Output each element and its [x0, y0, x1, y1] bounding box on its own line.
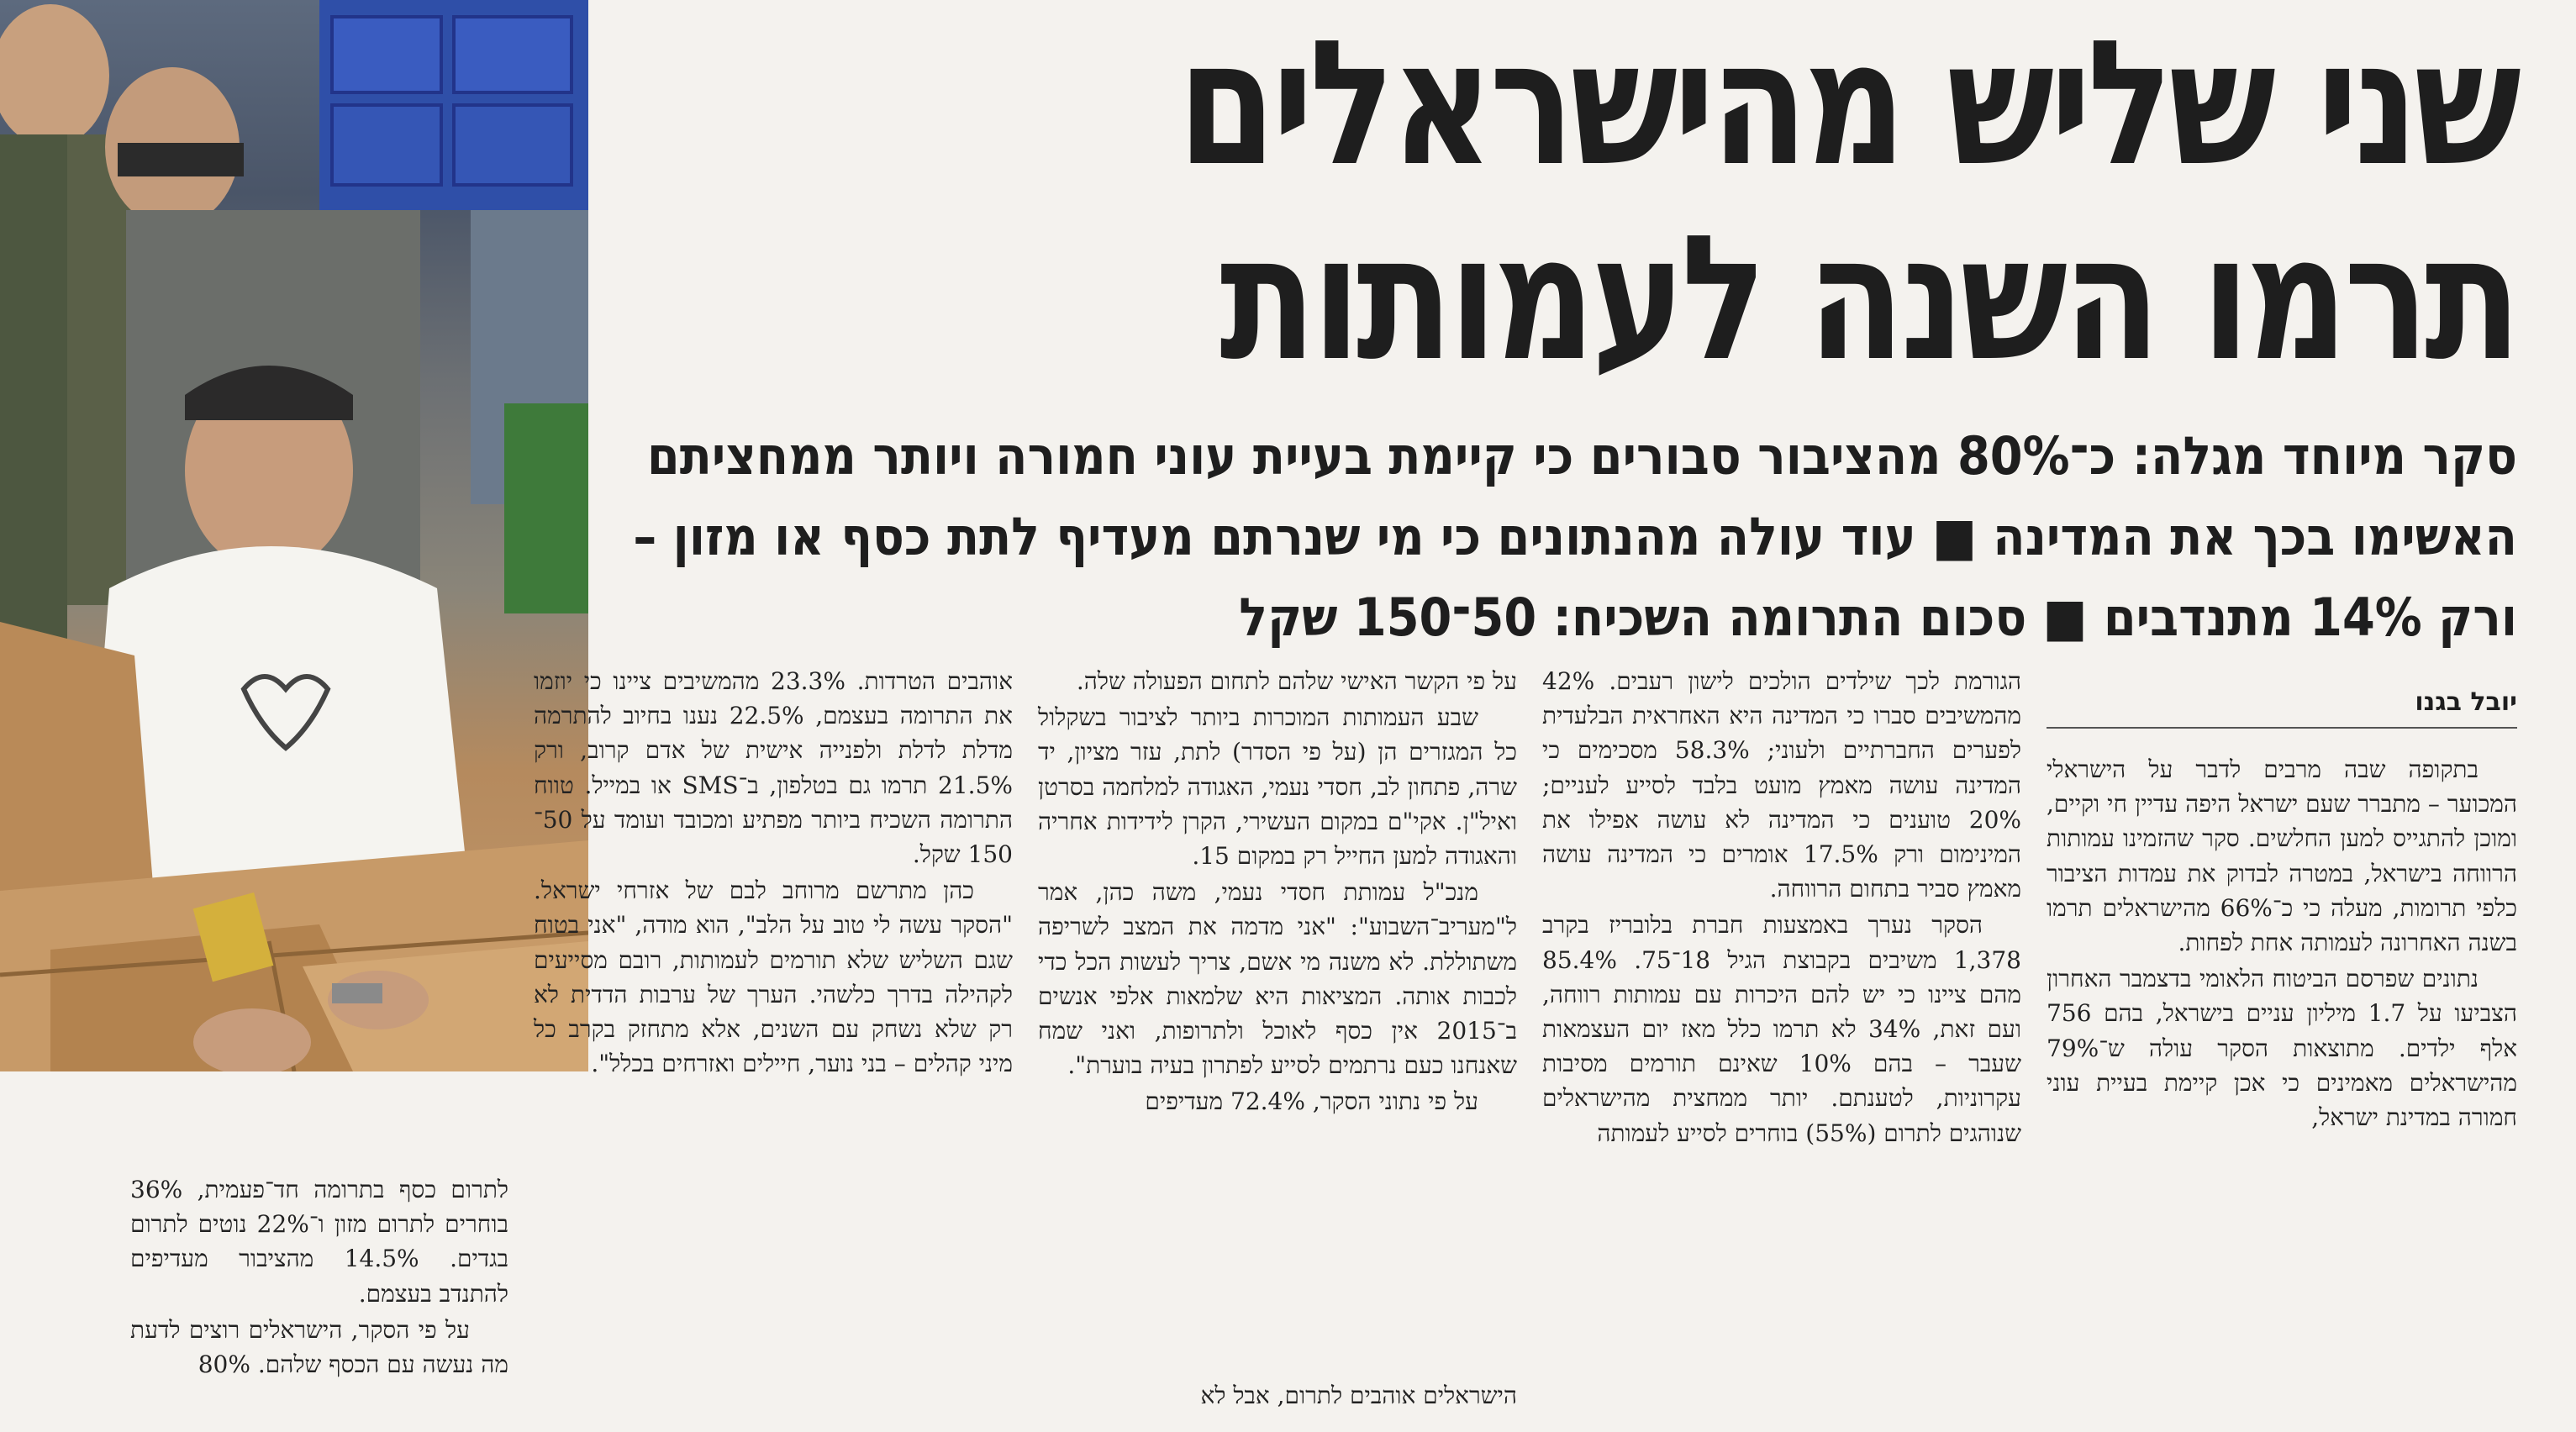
byline-rule — [2047, 727, 2517, 729]
column-5 — [130, 1172, 508, 1382]
paragraph: הגורמת לכך שילדים הולכים לישון רעבים. 42% מהמשיבים סברו כי המדינה היא האחראית הבלעדית לפערים החברתיים ולעוני; 58.3% מסכימים כי המדינה עושה מאמץ מועט בלבד לסייע לעניים; 20% טוענים כי המדינה לא עושה אפילו את המינימום ורק 17.5% אומרים כי המדינה עושה מאמץ סביר בתחום הרווחה. — [1542, 667, 2021, 903]
headline-line-1: שני שליש מהישראלים — [1177, 4, 2517, 204]
subheadline-line-3: ורק 14% מתנדבים ■ סכום התרומה השכיח: 50־150 שקל — [1239, 587, 2517, 648]
paragraph: מנכ"ל עמותת חסדי נעמי, משה כהן, אמר ל"מעריב־השבוע": "אני מדמה את המצב לשריפה משתוללת. לא משנה מי אשם, צריך לעשות הכל כדי לכבות אותה. המציאות היא שלמאות אלפי אנשים ב־2015 אין כסף לאוכל ולתרופות, ואני שמח שאנחנו כעם נרתמים לסייע לפתרון בעיה בוערת". — [1038, 878, 1517, 1080]
paragraph: הישראלים אוהבים לתרום, אבל לא — [1200, 1382, 1517, 1409]
column-4 — [534, 664, 1013, 1081]
volunteers-photo-illustration — [0, 0, 588, 1071]
paragraph: בתקופה שבה מרבים לדבר על הישראלי המכוער – מתברר שעם ישראל היפה עדיין חי וקיים, ומוכן להתגייס למען החלשים. סקר שהזמינו עמותות הרווחה בישראל, במטרה לבדוק את עמדות הציבור כלפי תרומות, מעלה כי כ־66% מהישראלים תרמו בשנה האחרונה לעמותה אחת לפחות. — [2047, 755, 2517, 957]
paragraph: הסקר נערך באמצעות חברת בלובריז בקרב 1,378 משיבים בקבוצת הגיל 18־75. 85.4% מהם ציינו כי יש להם היכרות עם עמותות רווחה, ועם זאת, 34% לא תרמו כלל מאז יום העצמאות שעבר – בהם 10% שאינם תורמים מסיבות עקרוניות, לטענתם. יותר ממחצית מהישראלים שנוהגים לתרום (55%) בוחרים לסייע לעמותה — [1542, 911, 2021, 1147]
article-headline — [626, 4, 2517, 399]
article-photo — [0, 0, 588, 1071]
column-1 — [2047, 752, 2517, 1135]
paragraph: כהן מתרשם מרוחב לבם של אזרחי ישראל. "הסקר עשה לי טוב על הלב", הוא מודה, "אני בטוח שגם השליש שלא תורמים לעמותות, רובם מסייעים לקהילה בדרך כלשהי. הערך של ערבות הדדית לא רק שלא נשחק עם השנים, אלא מתחזק בקרב כל מיני קהלים – בני נוער, חיילים ואזרחים בכלל". — [534, 877, 1013, 1078]
paragraph: לתרום כסף בתרומה חד־פעמית, 36% בוחרים לתרום מזון ו־22% נוטים לתרום בגדים. 14.5% מהציבור מעדיפים להתנדב בעצמם. — [130, 1176, 508, 1308]
paragraph: שבע העמותות המוכרות ביותר לציבור בשקלול כל המגזרים הן (על פי הסדר) לתת, עזר מציון, יד שרה, פתחון לב, חסדי נעמי, האגודה למלחמה בסרטן ואיל"ן. אקי"ם במקום העשירי, הקרן לידידות אחריה והאגודה למען החייל רק במקום 15. — [1038, 703, 1517, 871]
paragraph: על פי הקשר האישי שלהם לתחום הפעולה שלה. — [1076, 667, 1517, 695]
paragraph: אוהבים הטרדות. 23.3% מהמשיבים ציינו כי יוזמו את התרומה בעצמם, 22.5% נענו בחיוב להתרמה מדלת לדלת ולפנייה אישית של אדם קרוב, ורק 21.5% תרמו גם בטלפון, ב־SMS או במייל. טווח התרומה השכיח ביותר מפתיע ומכובד ועומד על 50־150 שקל. — [534, 667, 1014, 869]
column-3-tail — [1038, 1378, 1517, 1413]
column-2 — [1542, 664, 2021, 1150]
paragraph: נתונים שפרסם הביטוח הלאומי בדצמבר האחרון הצביעו על 1.7 מיליון עניים בישראל, בהם 756 אלף ילדים. מתוצאות הסקר עולה ש־79% מהישראלים מאמינים כי אכן קיימת בעיית עוני חמורה במדינת ישראל, — [2047, 965, 2517, 1132]
paragraph: על פי נתוני הסקר, 72.4% מעדיפים — [1145, 1087, 1478, 1116]
subheadline-line-2: האשימו בכך את המדינה ■ עוד עולה מהנתונים כי מי שנרתם מעדיף לתת כסף או מזון – — [633, 506, 2518, 567]
paragraph: על פי הסקר, הישראלים רוצים לדעת מה נעשה עם הכסף שלהם. 80% — [130, 1315, 508, 1379]
subheadline-line-1: סקר מיוחד מגלה: כ־80% מהציבור סבורים כי קיימת בעיית עוני חמורה ויותר ממחציתם — [646, 425, 2517, 487]
headline-line-2: תרמו השנה לעמותות — [1220, 199, 2517, 399]
author-byline: יובל בגנו — [2415, 687, 2517, 717]
article-subheadline — [618, 416, 2517, 658]
column-3 — [1038, 664, 1517, 1119]
